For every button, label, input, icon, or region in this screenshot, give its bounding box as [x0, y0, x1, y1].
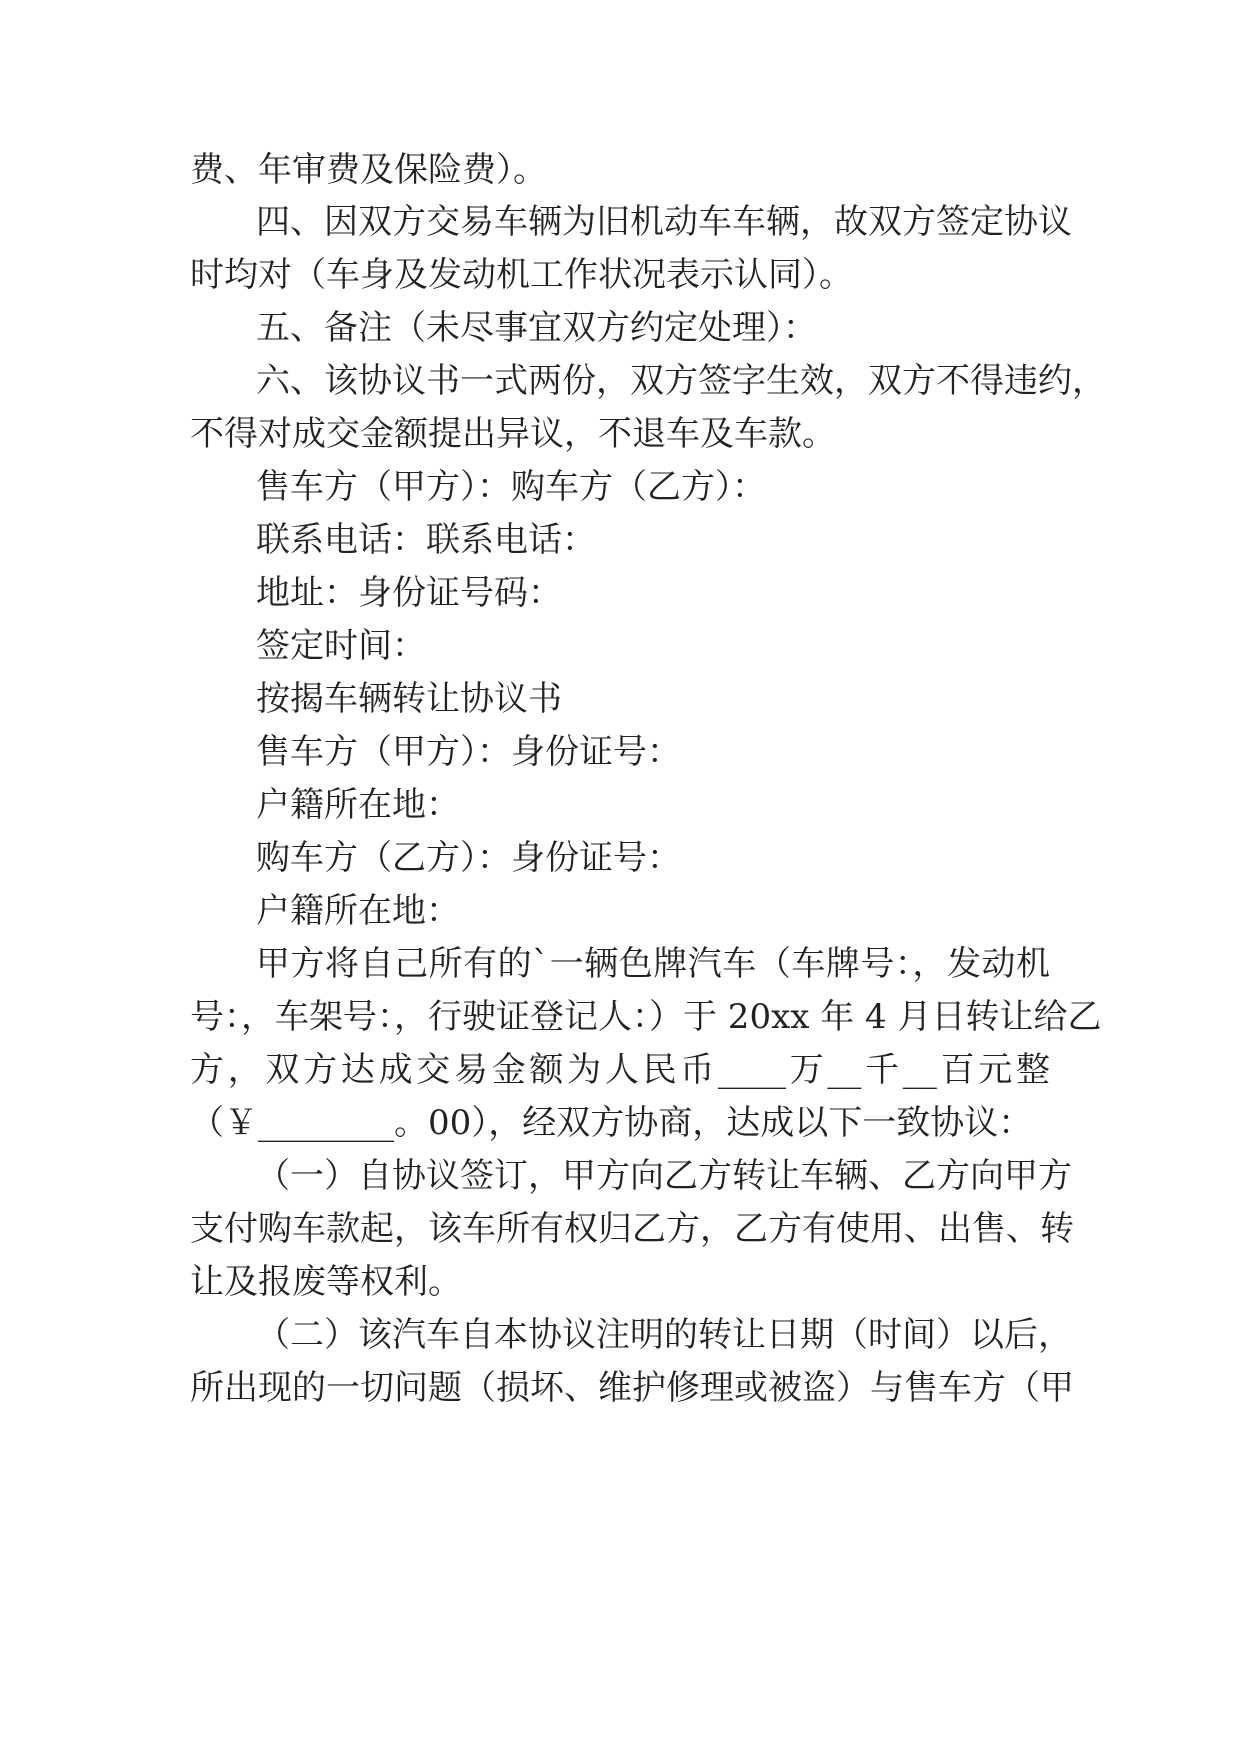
- text-line: 户籍所在地：: [256, 785, 460, 825]
- text-line: 费、年审费及保险费）。: [190, 150, 547, 190]
- text-line: 地址：身份证号码：: [256, 573, 562, 613]
- text-line: 号：，车架号：，行驶证登记人：）于 20xx 年 4 月日转让给乙: [190, 997, 1102, 1037]
- text-line: （一）自协议签订，甲方向乙方转让车辆、乙方向甲方: [256, 1156, 1072, 1196]
- text-line: 甲方将自己所有的`一辆色牌汽车（车牌号：，发动机: [256, 944, 1050, 984]
- text-line: 联系电话：联系电话：: [256, 520, 596, 560]
- text-line: 让及报废等权利。: [190, 1262, 462, 1302]
- text-line: 时均对（车身及发动机工作状况表示认同）。: [190, 255, 853, 295]
- text-line: 购车方（乙方）：身份证号：: [256, 838, 681, 878]
- text-line: （￥________。00），经双方协商，达成以下一致协议：: [190, 1103, 1033, 1143]
- text-line: 售车方（甲方）：购车方（乙方）：: [256, 467, 766, 507]
- text-line: 不得对成交金额提出异议，不退车及车款。: [190, 414, 836, 454]
- text-line: 签定时间：: [256, 626, 426, 666]
- text-line: 方，双方达成交易金额为人民币____万__千__百元整: [190, 1050, 1050, 1090]
- text-line: 所出现的一切问题（损坏、维护修理或被盗）与售车方（甲: [190, 1368, 1074, 1408]
- text-line: 户籍所在地：: [256, 891, 460, 931]
- text-line: 按揭车辆转让协议书: [256, 679, 562, 719]
- text-line: 六、该协议书一式两份，双方签字生效，双方不得违约，: [256, 361, 1106, 401]
- text-line: 四、因双方交易车辆为旧机动车车辆，故双方签定协议: [256, 202, 1072, 242]
- text-line: 售车方（甲方）：身份证号：: [256, 732, 681, 772]
- text-line: 支付购车款起，该车所有权归乙方，乙方有使用、出售、转: [190, 1209, 1074, 1249]
- text-line: （二）该汽车自本协议注明的转让日期（时间）以后，: [256, 1315, 1072, 1355]
- text-line: 五、备注（未尽事宜双方约定处理）：: [256, 308, 817, 348]
